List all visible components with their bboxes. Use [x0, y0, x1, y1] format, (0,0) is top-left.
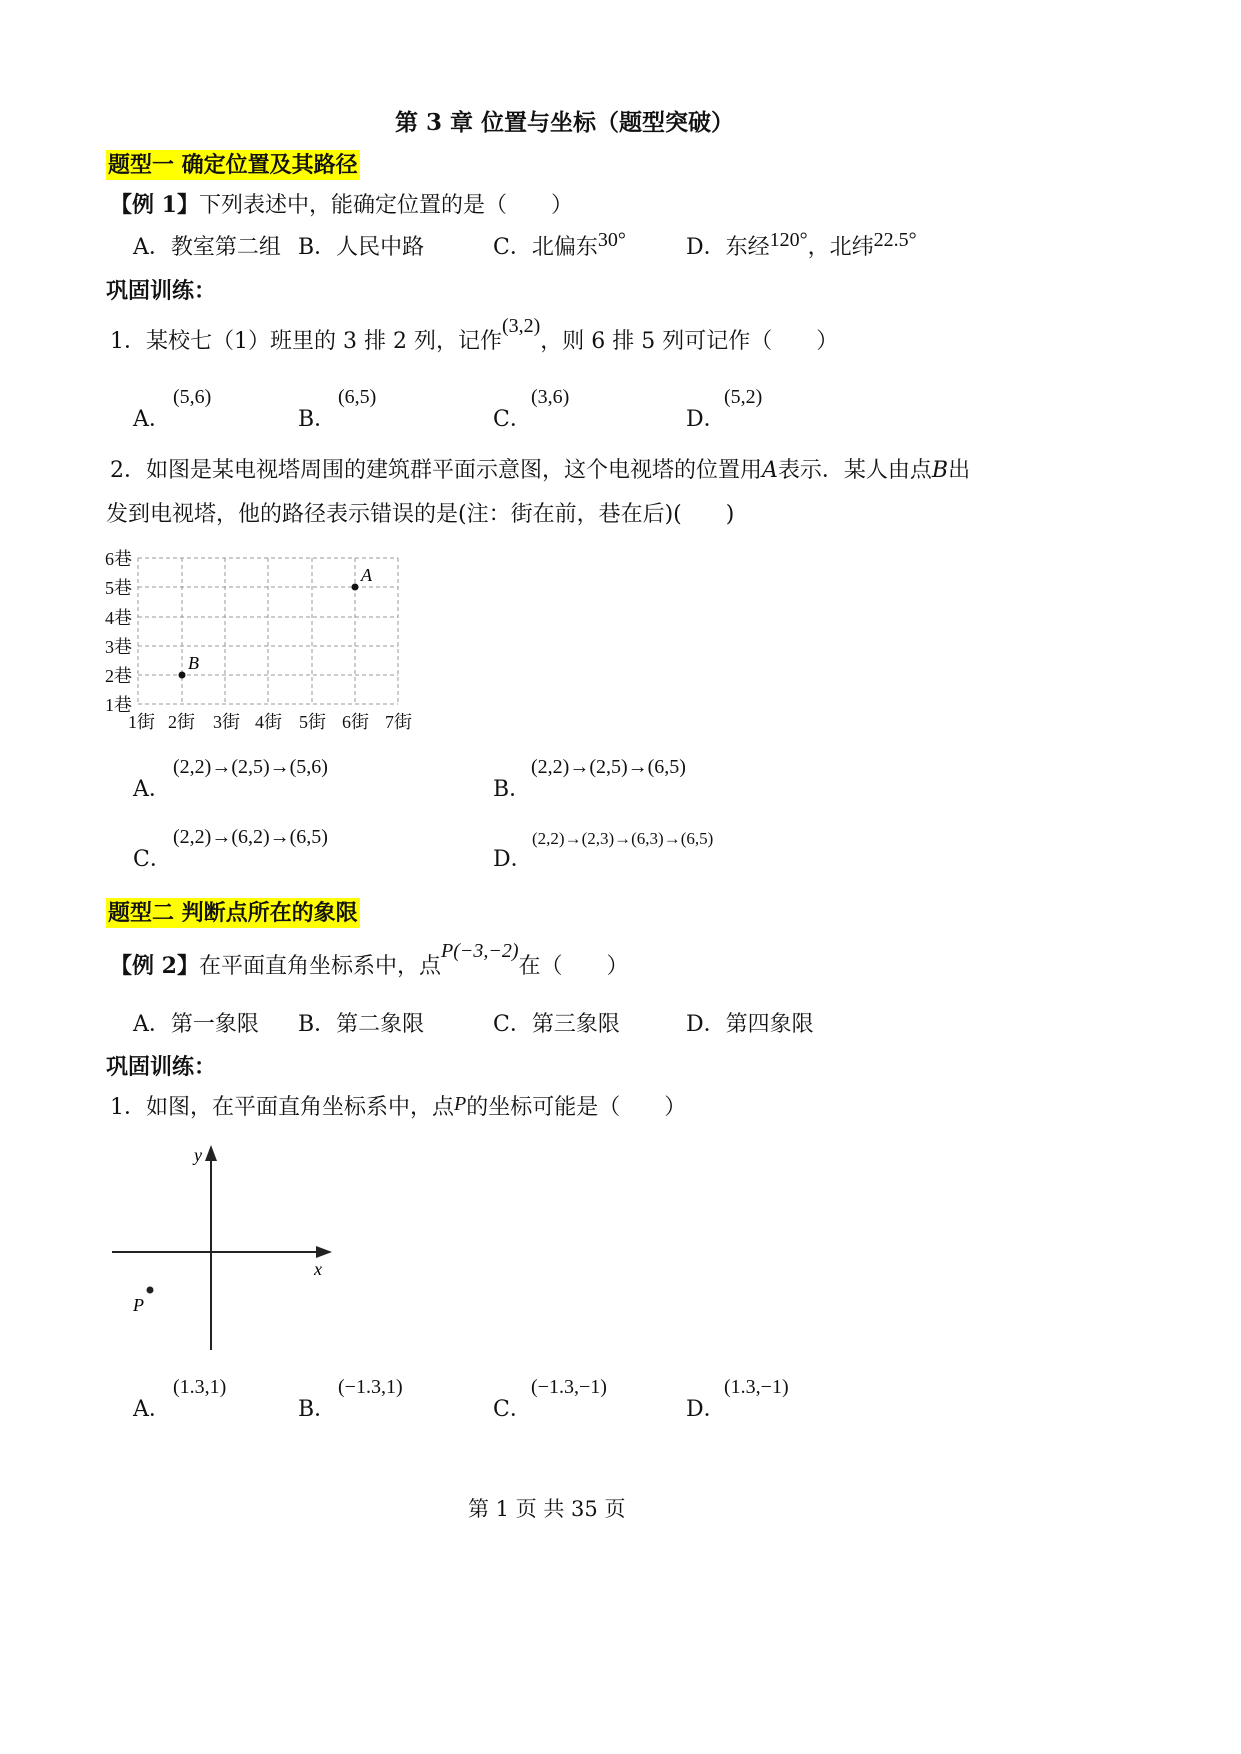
q2-option-c: C．	[133, 847, 172, 872]
s2-q1-option-b: B．	[298, 1397, 337, 1422]
point-p-marker	[147, 1287, 154, 1294]
example-1-option-a: A．教室第二组	[133, 235, 281, 260]
example-2-option-a: A．第一象限	[133, 1012, 259, 1037]
q1-value-b: (6,5)	[338, 386, 377, 408]
section-heading-2: 题型二 判断点所在的象限	[108, 900, 358, 926]
row-label: 3巷	[105, 637, 132, 657]
s2-q1-option-d: D．	[686, 1397, 726, 1422]
s2-q1-value-b: (−1.3,1)	[338, 1376, 403, 1398]
example-1-option-c	[493, 229, 626, 263]
q1-option-c: C．	[493, 407, 532, 432]
coordinate-axes-figure	[100, 1135, 350, 1360]
q1-text-b: ，则 6 排 5 列可记作（ ）	[540, 329, 839, 354]
col-label: 3街	[213, 712, 240, 732]
col-label: 7街	[385, 712, 412, 732]
example-label: 【例 2】	[110, 953, 199, 979]
point-b-marker	[179, 672, 186, 679]
q1-option-b: B．	[298, 407, 337, 432]
q2-value-a: (2,2)→(2,5)→(5,6)	[173, 756, 328, 778]
s2-q1-value-d: (1.3,−1)	[724, 1376, 789, 1398]
example-1-option-b: B．人民中路	[298, 235, 425, 260]
row-label: 6巷	[105, 549, 132, 569]
example-2-option-c: C．第三象限	[493, 1012, 620, 1037]
q1-sup: (3,2)	[501, 315, 541, 337]
point-a-marker	[352, 584, 359, 591]
option-mid: ，北纬	[807, 235, 874, 260]
s2-q1-option-a: A．	[133, 1397, 171, 1422]
point-b-label: B	[188, 653, 199, 673]
practice-label-1: 巩固训练：	[106, 278, 217, 304]
point-a-label: A	[361, 565, 372, 585]
section-heading-1: 题型一 确定位置及其路径	[108, 152, 358, 178]
y-axis-label: y	[194, 1145, 202, 1165]
var-a: A	[762, 458, 778, 483]
q1-stem	[110, 315, 839, 357]
option-text: C．北偏东	[493, 235, 598, 260]
q2-value-d: (2,2)→(2,3)→(6,3)→(6,5)	[532, 829, 714, 848]
q1-option-a: A．	[133, 407, 171, 432]
example-2-option-b: B．第二象限	[298, 1012, 425, 1037]
example-label: 【例 1】	[110, 192, 199, 218]
practice-label-2: 巩固训练：	[106, 1054, 217, 1080]
option-text: D．东经	[686, 235, 770, 260]
q2-option-b: B．	[493, 777, 532, 802]
option-sup: 120°	[769, 229, 808, 251]
y-axis-arrow-icon	[205, 1145, 217, 1161]
example-text: 下列表述中，能确定位置的是（ ）	[198, 193, 573, 218]
var-b: B	[931, 458, 949, 483]
q2-stem-line2: 发到电视塔，他的路径表示错误的是(注：街在前，巷在后)( )	[106, 502, 735, 527]
s2-q1-value-a: (1.3,1)	[173, 1376, 227, 1398]
q2-value-b: (2,2)→(2,5)→(6,5)	[531, 756, 686, 778]
example-2-point: P(−3,−2)	[440, 940, 519, 962]
col-label: 4街	[255, 712, 282, 732]
page-title: 第 3 章 位置与坐标（题型突破）	[395, 109, 735, 136]
row-label: 1巷	[105, 695, 132, 715]
s2-q1-option-c: C．	[493, 1397, 532, 1422]
example-2-option-d: D．第四象限	[686, 1012, 814, 1037]
example-1-stem	[110, 190, 573, 221]
col-label: 5街	[299, 712, 326, 732]
s2-q1-stem: 1．如图，在平面直角坐标系中，点P的坐标可能是（ ）	[110, 1093, 687, 1120]
q2-value-c: (2,2)→(6,2)→(6,5)	[173, 826, 328, 848]
point-p-label: P	[133, 1295, 144, 1315]
street-grid-figure	[100, 545, 430, 740]
q2-option-d: D．	[493, 847, 533, 872]
var-p: P	[454, 1093, 467, 1115]
example-2-stem: 【例 2】在平面直角坐标系中，点P(−3,−2)在（ ）	[110, 940, 629, 979]
q1-value-d: (5,2)	[724, 386, 763, 408]
x-axis-label: x	[314, 1259, 322, 1279]
q1-value-c: (3,6)	[531, 386, 570, 408]
col-label: 1街	[128, 712, 155, 732]
q1-value-a: (5,6)	[173, 386, 212, 408]
row-label: 2巷	[105, 666, 132, 686]
option-sup-2: 22.5°	[873, 229, 917, 251]
x-axis-arrow-icon	[316, 1246, 332, 1258]
q1-option-d: D．	[686, 407, 726, 432]
row-label: 4巷	[105, 608, 132, 628]
page-footer: 第 1 页 共 35 页	[468, 1497, 626, 1521]
col-label: 6街	[342, 712, 369, 732]
q2-option-a: A．	[133, 777, 171, 802]
example-1-option-d	[686, 229, 917, 263]
col-label: 2街	[168, 712, 195, 732]
s2-q1-value-c: (−1.3,−1)	[531, 1376, 607, 1398]
q1-text-a: 1．某校七（1）班里的 3 排 2 列，记作	[110, 329, 502, 354]
row-label: 5巷	[105, 578, 132, 598]
option-sup: 30°	[597, 229, 626, 251]
q2-stem-line1: 2．如图是某电视塔周围的建筑群平面示意图，这个电视塔的位置用A表示．某人由点B出	[110, 458, 971, 483]
